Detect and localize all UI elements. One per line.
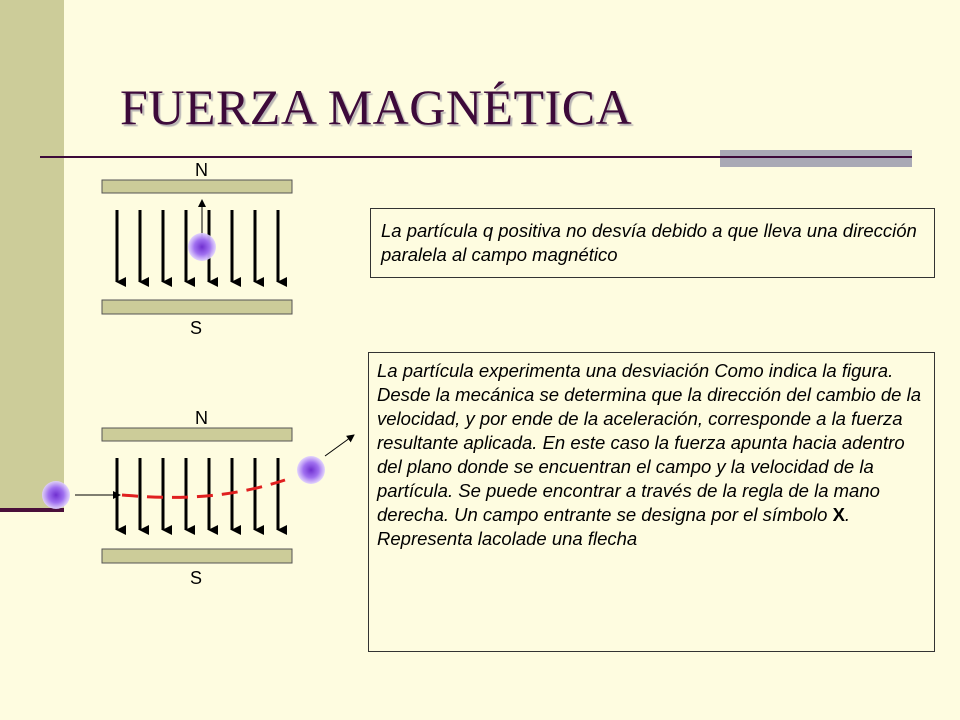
title-underline-accent bbox=[720, 150, 912, 167]
bottom-field-lines bbox=[117, 458, 278, 530]
bottom-magnet-diagram bbox=[42, 408, 354, 588]
top-field-lines bbox=[117, 210, 278, 282]
bottom-north-label: N bbox=[195, 408, 208, 428]
deflected-velocity-arrow bbox=[325, 435, 354, 456]
explanation-box-parallel bbox=[370, 208, 935, 278]
left-accent-rule bbox=[0, 508, 64, 512]
explanation-text-deflection-end: . Representa lacolade una flecha bbox=[377, 504, 851, 549]
explanation-text-deflection: La partícula experimenta una desviación Como indica la figura. Desde la mecánica se determina que la dirección del cambio de la velocidad, y por ende de la aceleración, corresponde a la fuerza resultante aplicada. En este caso la fuerza apunta hacia adentro del plano donde se encuentran el campo y la velocidad de la partícula. Se puede encontrar a través de la regla de la mano derecha. Un campo entrante se designa por el símbolo bbox=[377, 360, 921, 525]
left-accent-bar bbox=[0, 0, 64, 510]
top-north-plate bbox=[102, 180, 292, 193]
bottom-south-plate bbox=[102, 549, 292, 563]
bottom-south-label: S bbox=[190, 568, 203, 588]
top-south-label: S bbox=[190, 318, 203, 338]
top-particle bbox=[188, 233, 216, 261]
explanation-box-deflection bbox=[368, 352, 935, 652]
bottom-north-plate bbox=[102, 428, 292, 441]
top-magnet-diagram bbox=[102, 160, 292, 338]
slide-title: FUERZA MAGNÉTICA bbox=[120, 79, 633, 135]
top-north-label: N bbox=[195, 160, 208, 180]
deflected-particle bbox=[297, 456, 325, 484]
top-south-plate bbox=[102, 300, 292, 314]
field-into-plane-symbol: X bbox=[832, 504, 845, 525]
explanation-text-parallel: La partícula q positiva no desvía debido a que lleva una dirección paralela al campo magnético bbox=[381, 220, 917, 265]
title-underline-accent-line bbox=[720, 156, 912, 158]
particle-trajectory bbox=[122, 480, 285, 497]
